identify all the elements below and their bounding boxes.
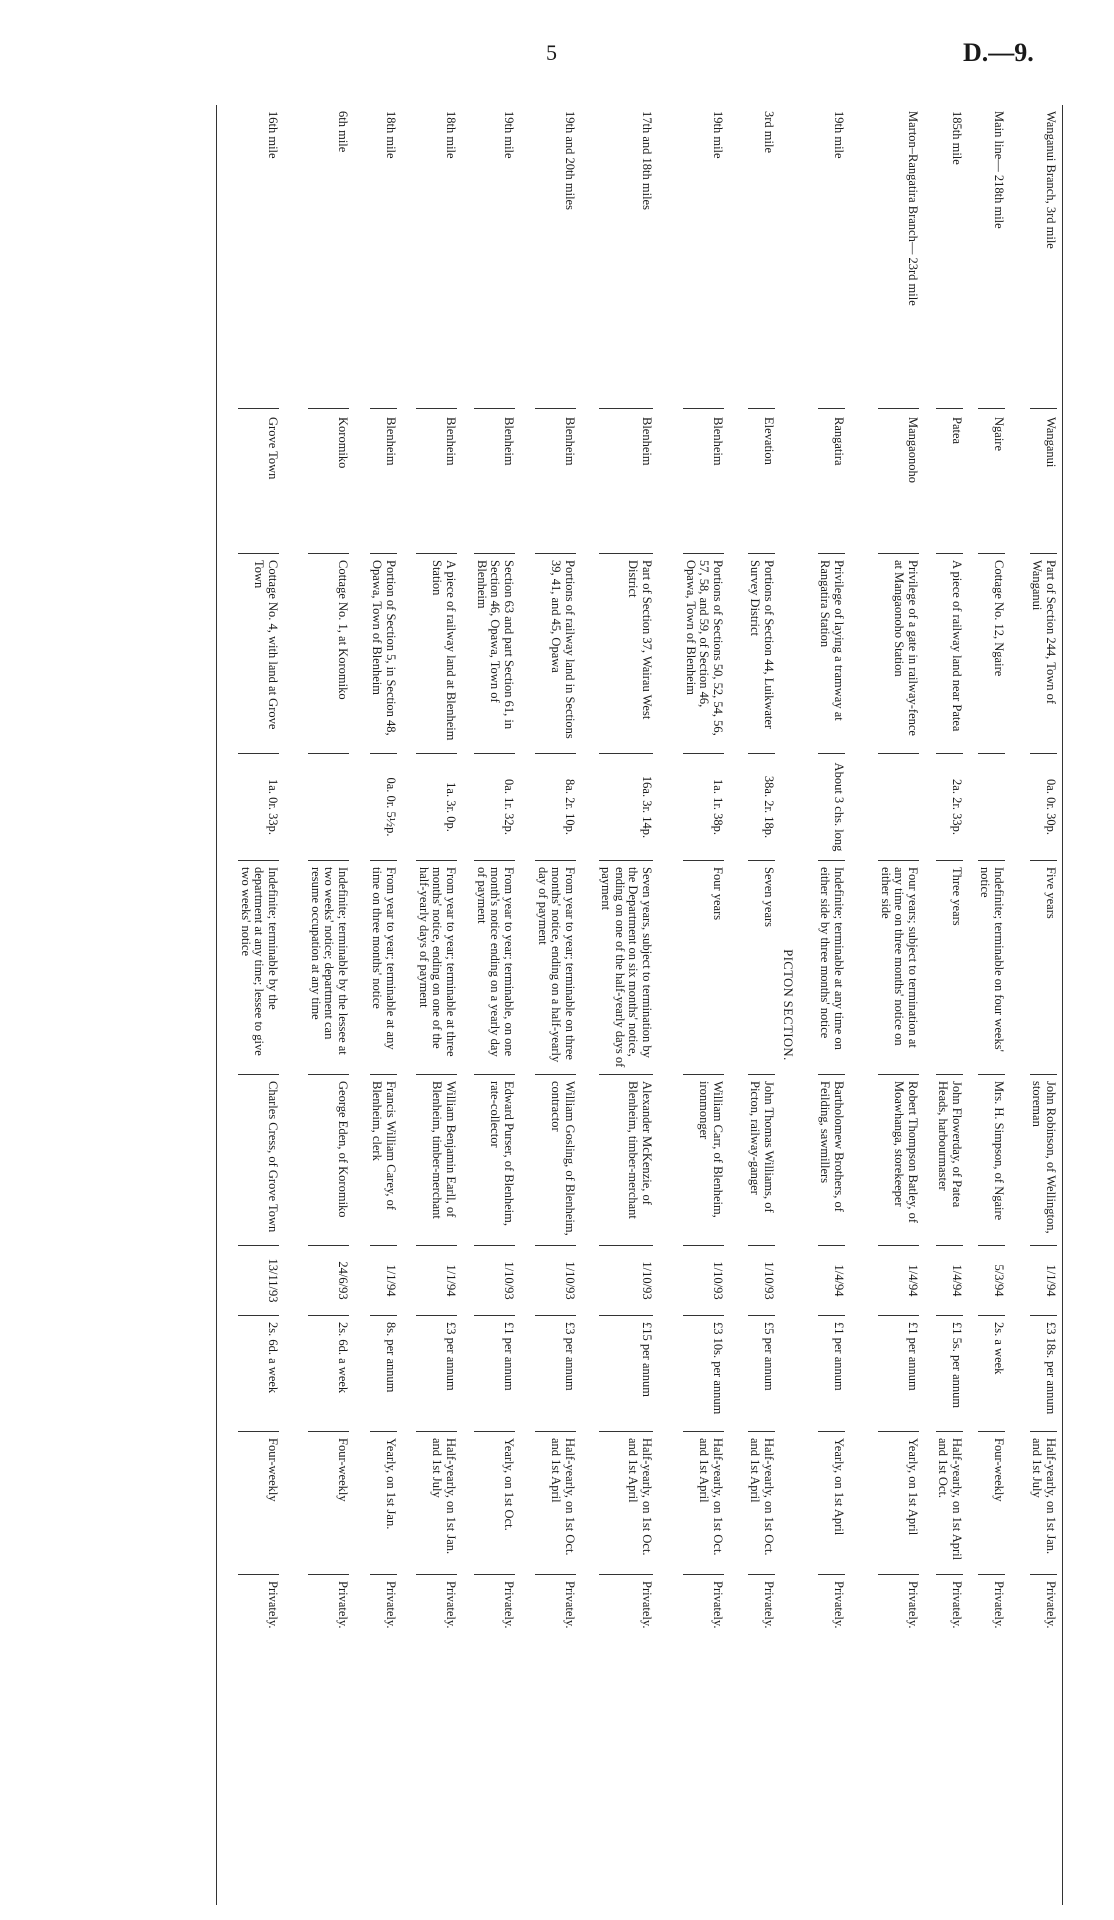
table-row — [879, 105, 920, 1905]
location-cell: Rangatira — [818, 408, 845, 553]
mileage-cell: Wanganui Branch, 3rd mile — [1044, 111, 1058, 249]
rent-cell: £3 10s. per annum — [684, 1315, 725, 1431]
date-cell: 13/11/93 — [239, 1245, 280, 1315]
mileage-cell: 6th mile — [336, 111, 350, 153]
rent-cell: 2s. a week — [978, 1315, 1005, 1431]
table-row — [599, 105, 653, 1905]
date-cell: 1/10/93 — [748, 1245, 775, 1315]
rent-cell: £1 per annum — [475, 1315, 516, 1431]
page-number: 5 — [546, 40, 557, 65]
location-cell: Patea — [936, 408, 963, 553]
lessee-cell: Robert Thompson Batley, of Moawhanga, storekeeper — [879, 1074, 920, 1245]
table-bottom-rule — [216, 105, 217, 1905]
location-cell: Blenheim — [684, 408, 725, 553]
payable-cell: Half-yearly, on 1st Jan. and 1st July — [1030, 1431, 1057, 1574]
lessee-cell: Mrs. H. Simpson, of Ngaire — [978, 1074, 1005, 1245]
location-cell: Blenheim — [475, 408, 516, 553]
how-let-cell: Privately. — [818, 1574, 845, 1654]
term-cell: From year to year; terminable, on one month's notice ending on a yearly day of payment — [475, 860, 516, 1074]
date-cell: 1/4/94 — [879, 1245, 920, 1315]
term-cell: Three years — [936, 860, 963, 1074]
mileage-cell: 17th and 18th miles — [640, 111, 654, 210]
mileage-cell: 185th mile — [950, 111, 964, 165]
term-cell: Seven years — [748, 860, 775, 1074]
term-cell: Indefinite; terminable on four weeks' notice — [978, 860, 1005, 1074]
payable-cell: Half-yearly, on 1st Oct. and 1st April — [684, 1431, 725, 1574]
rent-cell: £1 per annum — [818, 1315, 845, 1431]
how-let-cell: Privately. — [239, 1574, 280, 1654]
location-cell: Blenheim — [417, 408, 458, 553]
mileage-cell: 19th and 20th miles — [563, 111, 577, 210]
land-cell: Section 63 and part Section 61, in Section 46, Opawa, Town of Blenheim — [475, 553, 516, 753]
date-cell: 1/10/93 — [599, 1245, 653, 1315]
land-cell: A piece of railway land near Patea — [936, 553, 963, 753]
payable-cell: Half-yearly, on 1st Oct. and 1st April — [748, 1431, 775, 1574]
document-reference: D.—9. — [963, 38, 1034, 67]
lessee-cell: Francis William Carey, of Blenheim, clerk — [370, 1074, 397, 1245]
date-cell: 1/1/94 — [370, 1245, 397, 1315]
area-cell: 38a. 2r. 18p. — [748, 753, 775, 860]
rent-cell: 2s. 6d. a week — [239, 1315, 280, 1431]
area-cell: 16a. 3r. 14p. — [599, 753, 653, 860]
table-row — [818, 105, 845, 1905]
rent-cell: £15 per annum — [599, 1315, 653, 1431]
table-row — [370, 105, 397, 1905]
lessee-cell: William Benjamin Earll, of Blenheim, timber-merchant — [417, 1074, 458, 1245]
term-cell: Indefinite; terminable by the department at any time; lessee to give two weeks' notice — [239, 860, 280, 1074]
location-cell: Koromiko — [309, 408, 350, 553]
how-let-cell: Privately. — [1030, 1574, 1057, 1654]
payable-cell: Half-yearly, on 1st April and 1st Oct. — [936, 1431, 963, 1574]
table-row — [417, 105, 458, 1905]
rent-cell: £3 per annum — [536, 1315, 577, 1431]
rent-cell: £1 per annum — [879, 1315, 920, 1431]
table-row — [936, 105, 963, 1905]
area-cell — [309, 753, 350, 860]
rent-cell: £3 18s. per annum — [1030, 1315, 1057, 1431]
table-row — [536, 105, 577, 1905]
how-let-cell: Privately. — [936, 1574, 963, 1654]
land-cell: Portions of railway land in Sections 39, 41, and 45, Opawa — [536, 553, 577, 753]
location-cell: Grove Town — [239, 408, 280, 553]
term-cell: Indefinite; terminable by the lessee at two weeks' notice; department can resume occupation at any time — [309, 860, 350, 1074]
how-let-cell: Privately. — [536, 1574, 577, 1654]
location-cell: Wanganui — [1030, 408, 1057, 553]
rent-cell: £3 per annum — [417, 1315, 458, 1431]
area-cell: 1a. 1r. 38p. — [684, 753, 725, 860]
land-cell: Cottage No. 1, at Koromiko — [309, 553, 350, 753]
how-let-cell: Privately. — [309, 1574, 350, 1654]
term-cell: Four years — [684, 860, 725, 1074]
area-cell: 8a. 2r. 10p. — [536, 753, 577, 860]
land-cell: Part of Section 244, Town of Wanganui — [1030, 553, 1057, 753]
location-cell: Elevation — [748, 408, 775, 553]
how-let-cell: Privately. — [475, 1574, 516, 1654]
payable-cell: Half-yearly, on 1st Oct. and 1st April — [599, 1431, 653, 1574]
mileage-cell: 18th mile — [444, 111, 458, 159]
payable-cell: Yearly, on 1st April — [879, 1431, 920, 1574]
date-cell: 24/6/93 — [309, 1245, 350, 1315]
how-let-cell: Privately. — [417, 1574, 458, 1654]
area-cell — [879, 753, 920, 860]
mileage-cell: Main line— 218th mile — [992, 111, 1006, 229]
date-cell: 1/10/93 — [536, 1245, 577, 1315]
area-cell: 1a. 0r. 33p. — [239, 753, 280, 860]
land-cell: Portions of Sections 50, 52, 54, 56, 57, 58, and 59, of Section 46, Opawa, Town of Blenheim — [684, 553, 725, 753]
area-cell: 0a. 0r. 5½p. — [370, 753, 397, 860]
area-cell: 0a. 0r. 30p. — [1030, 753, 1057, 860]
rent-cell: £1 5s. per annum — [936, 1315, 963, 1431]
lessee-cell: Charles Cress, of Grove Town — [239, 1074, 280, 1245]
payable-cell: Half-yearly, on 1st Jan. and 1st July — [417, 1431, 458, 1574]
location-cell: Mangaonoho — [879, 408, 920, 553]
payable-cell: Yearly, on 1st Oct. — [475, 1431, 516, 1574]
term-cell: From year to year; terminable at three months' notice, ending on one of the half-yearly days of payment — [417, 860, 458, 1074]
mileage-cell: 16th mile — [266, 111, 280, 159]
land-cell: Portion of Section 5, in Section 48, Opawa, Town of Blenheim — [370, 553, 397, 753]
payable-cell: Four-weekly — [239, 1431, 280, 1574]
how-let-cell: Privately. — [684, 1574, 725, 1654]
table-row — [309, 105, 350, 1905]
mileage-cell: 19th mile — [832, 111, 846, 159]
how-let-cell: Privately. — [599, 1574, 653, 1654]
land-cell: Portions of Section 44, Luikwater Survey District — [748, 553, 775, 753]
lessee-cell: William Carr, of Blenheim, ironmonger — [684, 1074, 725, 1245]
land-cell: A piece of railway land at Blenheim Station — [417, 553, 458, 753]
term-cell: Five years — [1030, 860, 1057, 1074]
section-heading: PICTON SECTION. — [781, 949, 795, 1061]
land-cell: Cottage No. 12, Ngaire — [978, 553, 1005, 753]
mileage-cell: Marton–Rangatira Branch— 23rd mile — [906, 111, 920, 306]
date-cell: 1/1/94 — [1030, 1245, 1057, 1315]
area-cell: 0a. 1r. 32p. — [475, 753, 516, 860]
lessee-cell: John Flowerday, of Patea Heads, harbourmaster — [936, 1074, 963, 1245]
location-cell: Ngaire — [978, 408, 1005, 553]
date-cell: 1/4/94 — [936, 1245, 963, 1315]
lessee-cell: Edward Purser, of Blenheim, rate-collector — [475, 1074, 516, 1245]
lessee-cell: John Thomas Williams, of Picton, railway-ganger — [748, 1074, 775, 1245]
payable-cell: Yearly, on 1st Jan. — [370, 1431, 397, 1574]
term-cell: From year to year; terminable on three months' notice, ending on a half-yearly day of payment — [536, 860, 577, 1074]
land-cell: Privilege of a gate in railway-fence at Mangaonoho Station — [879, 553, 920, 753]
lessee-cell: John Robinson, of Wellington, storeman — [1030, 1074, 1057, 1245]
payable-cell: Four-weekly — [978, 1431, 1005, 1574]
table-row — [748, 105, 775, 1905]
lease-table — [57, 105, 1057, 1905]
mileage-cell: 19th mile — [711, 111, 725, 159]
date-cell: 5/3/94 — [978, 1245, 1005, 1315]
term-cell: Indefinite; terminable at any time on either side by three months' notice — [818, 860, 845, 1074]
term-cell: Seven years, subject to termination by the Department on six months' notice, ending on one of the half-yearly days of payment — [599, 860, 653, 1074]
mileage-cell: 3rd mile — [762, 111, 776, 154]
mileage-cell: 18th mile — [384, 111, 398, 159]
date-cell: 1/10/93 — [475, 1245, 516, 1315]
area-cell: About 3 chs. long — [818, 753, 845, 860]
mileage-cell: 19th mile — [502, 111, 516, 159]
table-row — [684, 105, 725, 1905]
payable-cell: Half-yearly, on 1st Oct. and 1st April — [536, 1431, 577, 1574]
lessee-cell: Alexander McKenzie, of Blenheim, timber-merchant — [599, 1074, 653, 1245]
date-cell: 1/1/94 — [417, 1245, 458, 1315]
location-cell: Blenheim — [599, 408, 653, 553]
table-row — [475, 105, 516, 1905]
lessee-cell: George Eden, of Koromiko — [309, 1074, 350, 1245]
term-cell: Four years; subject to termination at any time on three months' notice on either side — [879, 860, 920, 1074]
lessee-cell: William Gosling, of Blenheim, contractor — [536, 1074, 577, 1245]
area-cell: 1a. 3r. 0p. — [417, 753, 458, 860]
rent-cell: £5 per annum — [748, 1315, 775, 1431]
location-cell: Blenheim — [370, 408, 397, 553]
rent-cell: 2s. 6d. a week — [309, 1315, 350, 1431]
how-let-cell: Privately. — [879, 1574, 920, 1654]
location-cell: Blenheim — [536, 408, 577, 553]
table-row — [239, 105, 280, 1905]
land-cell: Part of Section 37, Wairau West District — [599, 553, 653, 753]
rent-cell: 8s. per annum — [370, 1315, 397, 1431]
how-let-cell: Privately. — [748, 1574, 775, 1654]
date-cell: 1/10/93 — [684, 1245, 725, 1315]
how-let-cell: Privately. — [370, 1574, 397, 1654]
area-cell — [978, 753, 1005, 860]
land-cell: Privilege of laying a tramway at Rangatira Station — [818, 553, 845, 753]
table-row — [978, 105, 1005, 1905]
date-cell: 1/4/94 — [818, 1245, 845, 1315]
area-cell: 2a. 2r. 33p. — [936, 753, 963, 860]
payable-cell: Four-weekly — [309, 1431, 350, 1574]
how-let-cell: Privately. — [978, 1574, 1005, 1654]
table-top-rule — [1062, 105, 1063, 1905]
lessee-cell: Bartholomew Brothers, of Feilding, sawmillers — [818, 1074, 845, 1245]
land-cell: Cottage No. 4, with land at Grove Town — [239, 553, 280, 753]
term-cell: From year to year; terminable at any time on three months' notice — [370, 860, 397, 1074]
payable-cell: Yearly, on 1st April — [818, 1431, 845, 1574]
table-row — [1030, 105, 1057, 1905]
